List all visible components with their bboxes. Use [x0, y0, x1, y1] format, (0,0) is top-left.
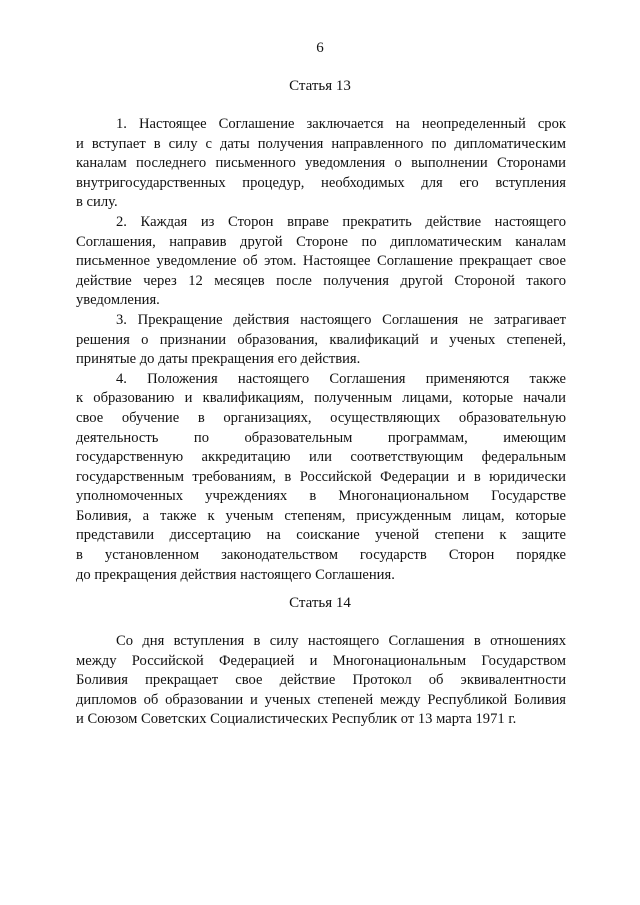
- text-line: решения о признании образования, квалификаций и ученых степеней,: [76, 331, 566, 348]
- text-line: Со дня вступления в силу настоящего Соглашения в отношениях: [116, 633, 566, 649]
- text-line: деятельность по образовательным программам, имеющим: [76, 429, 566, 446]
- text-line: уведомления.: [76, 292, 160, 309]
- text-line: Соглашения, направив другой Стороне по дипломатическим каналам: [76, 233, 566, 250]
- text-line: Боливия прекращает свое действие Протокол об эквивалентности: [76, 672, 566, 689]
- text-line: 3. Прекращение действия настоящего Соглашения не затрагивает: [116, 311, 566, 328]
- text-line: к образованию и квалификациям, полученным лицами, которые начали: [76, 390, 566, 407]
- text-line: каналам последнего письменного уведомления о выполнении Сторонами: [76, 155, 566, 172]
- text-line: внутригосударственных процедур, необходимых для его вступления: [76, 174, 566, 191]
- text-line: государственную аккредитацию или соответствующим федеральным: [76, 449, 566, 466]
- text-line: уполномоченных учреждениях в Многонациональном Государстве: [76, 488, 566, 505]
- text-line: 1. Настоящее Соглашение заключается на неопределенный срок: [116, 116, 566, 132]
- article-13-heading: Статья 13: [289, 78, 351, 94]
- text-line: 2. Каждая из Сторон вправе прекратить действие настоящего: [116, 213, 566, 230]
- article-13-body: [76, 115, 566, 585]
- text-line: свое обучение в организациях, осуществляющих образовательную: [76, 409, 566, 426]
- text-line: и Союзом Советских Социалистических Республик от 13 марта 1971 г.: [76, 711, 517, 728]
- text-line: в силу.: [76, 194, 118, 211]
- text-line: действие через 12 месяцев после получения другой Стороной такого: [76, 272, 566, 289]
- text-line: принятые до даты прекращения его действия.: [76, 351, 361, 368]
- text-line: дипломов об образовании и ученых степеней между Республикой Боливия: [76, 691, 566, 708]
- text-line: и вступает в силу с даты получения направленного по дипломатическим: [76, 135, 566, 152]
- text-line: письменное уведомление об этом. Настоящее Соглашение прекращает свое: [76, 253, 566, 270]
- text-line: в установленном законодательством государств Сторон порядке: [76, 547, 566, 564]
- text-line: 4. Положения настоящего Соглашения применяются также: [116, 370, 566, 387]
- text-line: представили диссертацию на соискание ученой степени к защите: [76, 527, 566, 544]
- page-number: 6: [316, 40, 324, 56]
- text-line: между Российской Федерацией и Многонациональным Государством: [76, 652, 566, 669]
- article-14-heading: Статья 14: [289, 595, 351, 611]
- text-line: до прекращения действия настоящего Соглашения.: [76, 566, 395, 583]
- text-line: Боливия, а также к ученым степеням, присужденным лицам, которые: [76, 507, 566, 524]
- text-line: государственным требованиям, в Российской Федерации и в юридически: [76, 468, 566, 485]
- article-14-body: [76, 632, 566, 730]
